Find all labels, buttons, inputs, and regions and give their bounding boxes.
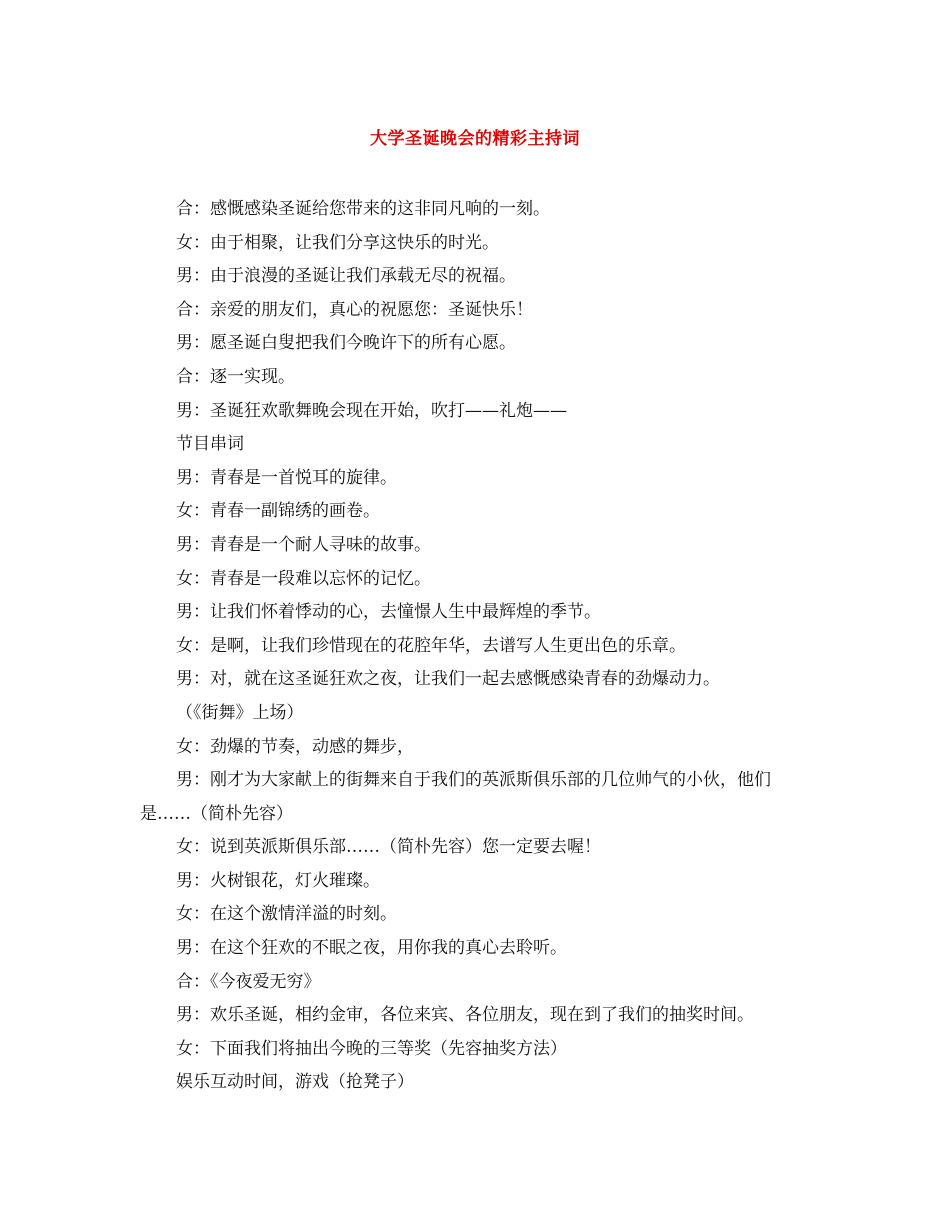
paragraph: 男：愿圣诞白叟把我们今晚许下的所有心愿。 [176,333,516,354]
paragraph: 男：由于浪漫的圣诞让我们承载无尽的祝福。 [176,266,516,287]
paragraph: 合：《今夜爱无穷》 [176,971,321,992]
paragraph: 男：刚才为大家献上的街舞来自于我们的英派斯俱乐部的几位帅气的小伙，他们是……（简朴先容） [140,770,771,824]
paragraph: 合：亲爱的朋友们，真心的祝愿您：圣诞快乐！ [176,299,533,320]
paragraph: 女：说到英派斯俱乐部……（简朴先容）您一定要去喔！ [176,837,601,858]
paragraph: 娱乐互动时间，游戏（抢凳子） [176,1072,414,1093]
paragraph: 男：欢乐圣诞，相约金审，各位来宾、各位朋友，现在到了我们的抽奖时间。 [176,1005,754,1026]
paragraph: 男：圣诞狂欢歌舞晚会现在开始，吹打——礼炮—— [176,400,567,421]
paragraph: 节目串词 [176,434,244,455]
document-title: 大学圣诞晚会的精彩主持词 [370,129,580,149]
paragraph: 女：是啊，让我们珍惜现在的花腔年华，去谱写人生更出色的乐章。 [176,635,686,656]
paragraph: 合：感慨感染圣诞给您带来的这非同凡响的一刻。 [176,199,550,219]
paragraph: 男：火树银花，灯火璀璨。 [176,870,380,891]
paragraph: 男：青春是一首悦耳的旋律。 [176,467,397,488]
paragraph: 男：让我们怀着悸动的心，去憧憬人生中最辉煌的季节。 [176,602,601,623]
paragraph: 女：在这个激情洋溢的时刻。 [176,904,397,925]
paragraph: （《街舞》上场） [176,702,304,723]
paragraph: 女：劲爆的节奏，动感的舞步， [176,736,414,757]
paragraph: 女：由于相聚，让我们分享这快乐的时光。 [176,232,499,253]
paragraph: 女：青春是一段难以忘怀的记忆。 [176,568,431,589]
paragraph: 女：青春一副锦绣的画卷。 [176,501,380,522]
paragraph: 男：在这个狂欢的不眠之夜，用你我的真心去聆听。 [176,938,567,959]
document-body [140,193,820,1100]
paragraph: 合：逐一实现。 [176,366,295,387]
paragraph: 男：青春是一个耐人寻味的故事。 [176,534,431,555]
paragraph: 男：对，就在这圣诞狂欢之夜，让我们一起去感慨感染青春的劲爆动力。 [176,669,720,690]
paragraph: 女：下面我们将抽出今晚的三等奖（先容抽奖方法） [176,1038,567,1059]
